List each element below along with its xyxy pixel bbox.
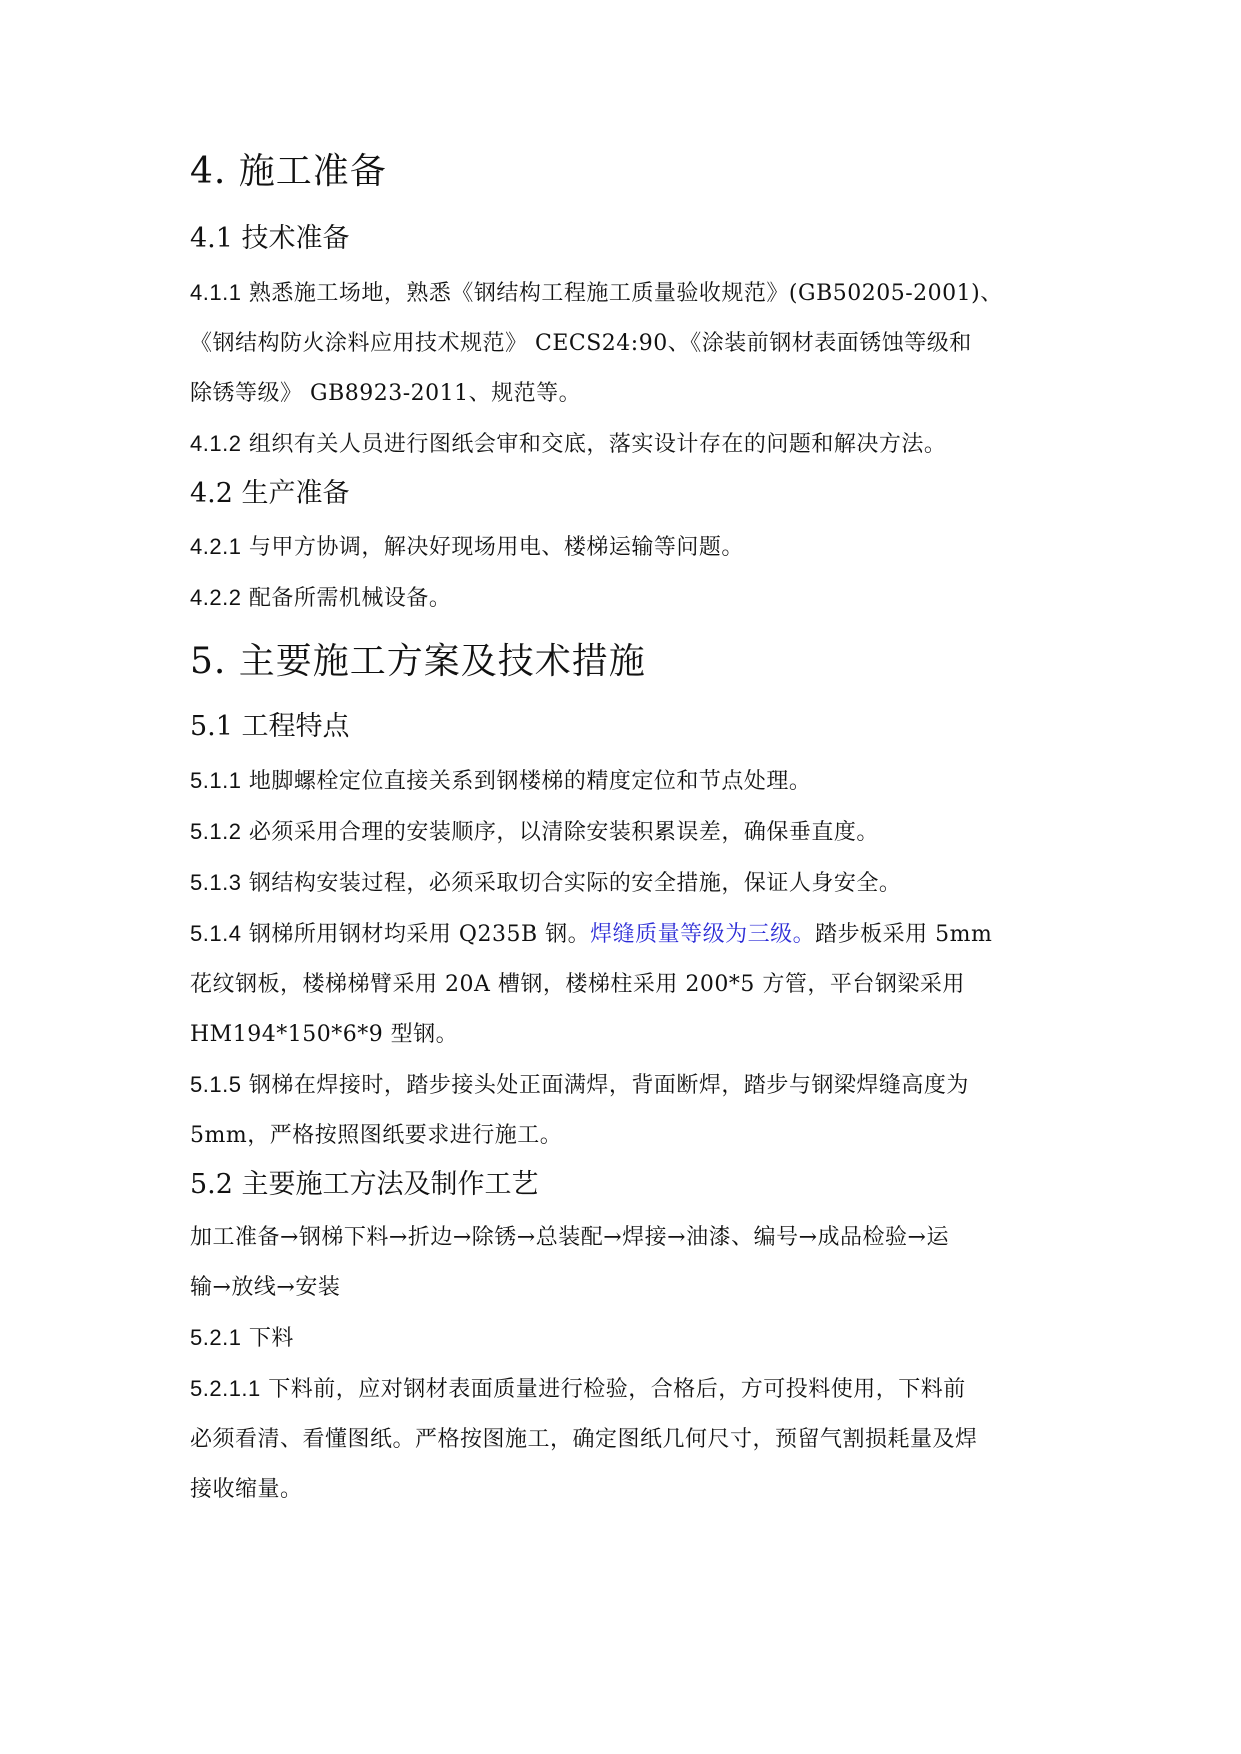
paragraph-text: 钢结构安装过程，必须采取切合实际的安全措施，保证人身安全。: [241, 870, 902, 896]
paragraph-number: 5.1.3: [190, 869, 242, 895]
paragraph-text: 钢梯所用钢材均采用 Q235B 钢。: [241, 921, 591, 947]
paragraph-4-1-2: [190, 419, 1070, 470]
paragraph-5-1-1: [190, 756, 1070, 807]
paragraph-text: 配备所需机械设备。: [241, 585, 452, 611]
paragraph-5-1-5: [190, 1060, 1070, 1161]
paragraph-number: 4.1.1: [190, 279, 242, 305]
paragraph-text: 必须看清、看懂图纸。严格按图施工，确定图纸几何尺寸，预留气割损耗量及焊: [190, 1426, 978, 1452]
document-page: [190, 150, 1070, 1515]
paragraph-text: 除锈等级》 GB8923-2011、规范等。: [190, 380, 582, 406]
paragraph-text: 下料前，应对钢材表面质量进行检验，合格后，方可投料使用，下料前: [260, 1376, 966, 1402]
paragraph-number: 4.2.1: [190, 533, 242, 559]
paragraph-text: 花纹钢板，楼梯梯臂采用 20A 槽钢，楼梯柱采用 200*5 方管，平台钢梁采用: [190, 971, 965, 997]
paragraph-number: 5.1.1: [190, 767, 242, 793]
paragraph-number: 5.1.5: [190, 1071, 242, 1097]
section-5-1-title: 5.1 工程特点: [190, 711, 350, 743]
paragraph-4-1-1: [190, 268, 1070, 419]
process-flow: [190, 1213, 1070, 1313]
process-flow-text: 加工准备→钢梯下料→折边→除锈→总装配→焊接→油漆、编号→成品检验→运: [190, 1224, 949, 1250]
paragraph-4-2-1: [190, 522, 1070, 573]
paragraph-5-2-1-1: [190, 1364, 1070, 1515]
paragraph-text: 接收缩量。: [190, 1476, 303, 1502]
paragraph-text: 地脚螺栓定位直接关系到钢楼梯的精度定位和节点处理。: [241, 768, 812, 794]
paragraph-text: 5mm，严格按照图纸要求进行施工。: [190, 1122, 563, 1148]
paragraph-number: 5.1.4: [190, 920, 242, 946]
section-5-2-title: 5.2 主要施工方法及制作工艺: [190, 1168, 539, 1200]
paragraph-text: 踏步板采用 5mm: [815, 921, 993, 947]
paragraph-text: 钢梯在焊接时，踏步接头处正面满焊，背面断焊，踏步与钢梁焊缝高度为: [241, 1072, 969, 1098]
section-5-title: 5. 主要施工方案及技术措施: [190, 640, 646, 682]
paragraph-number: 5.2.1: [190, 1324, 242, 1350]
paragraph-text: 《钢结构防火涂料应用技术规范》 CECS24:90、《涂装前钢材表面锈蚀等级和: [190, 330, 972, 356]
process-flow-text: 输→放线→安装: [190, 1274, 341, 1300]
highlighted-text: 焊缝质量等级为三级。: [590, 921, 816, 947]
section-4-title: 4. 施工准备: [190, 151, 387, 192]
paragraph-5-1-3: [190, 858, 1070, 909]
section-4-2-title: 4.2 生产准备: [190, 477, 350, 509]
paragraph-5-1-4: [190, 909, 1070, 1060]
paragraph-text: 必须采用合理的安装顺序，以清除安装积累误差，确保垂直度。: [241, 819, 879, 845]
paragraph-text: HM194*150*6*9 型钢。: [190, 1021, 459, 1047]
paragraph-5-2-1: [190, 1313, 1070, 1364]
paragraph-text: 与甲方协调，解决好现场用电、楼梯运输等问题。: [241, 534, 744, 560]
paragraph-number: 5.1.2: [190, 818, 242, 844]
section-4-1-title: 4.1 技术准备: [190, 223, 350, 255]
paragraph-number: 4.2.2: [190, 584, 242, 610]
paragraph-text: 组织有关人员进行图纸会审和交底，落实设计存在的问题和解决方法。: [241, 431, 947, 457]
paragraph-text: 熟悉施工场地，熟悉《钢结构工程施工质量验收规范》(GB50205-2001)、: [241, 280, 1003, 306]
paragraph-4-2-2: [190, 573, 1070, 624]
paragraph-number: 4.1.2: [190, 430, 242, 456]
paragraph-5-1-2: [190, 807, 1070, 858]
paragraph-text: 下料: [241, 1325, 294, 1351]
paragraph-number: 5.2.1.1: [190, 1375, 261, 1401]
